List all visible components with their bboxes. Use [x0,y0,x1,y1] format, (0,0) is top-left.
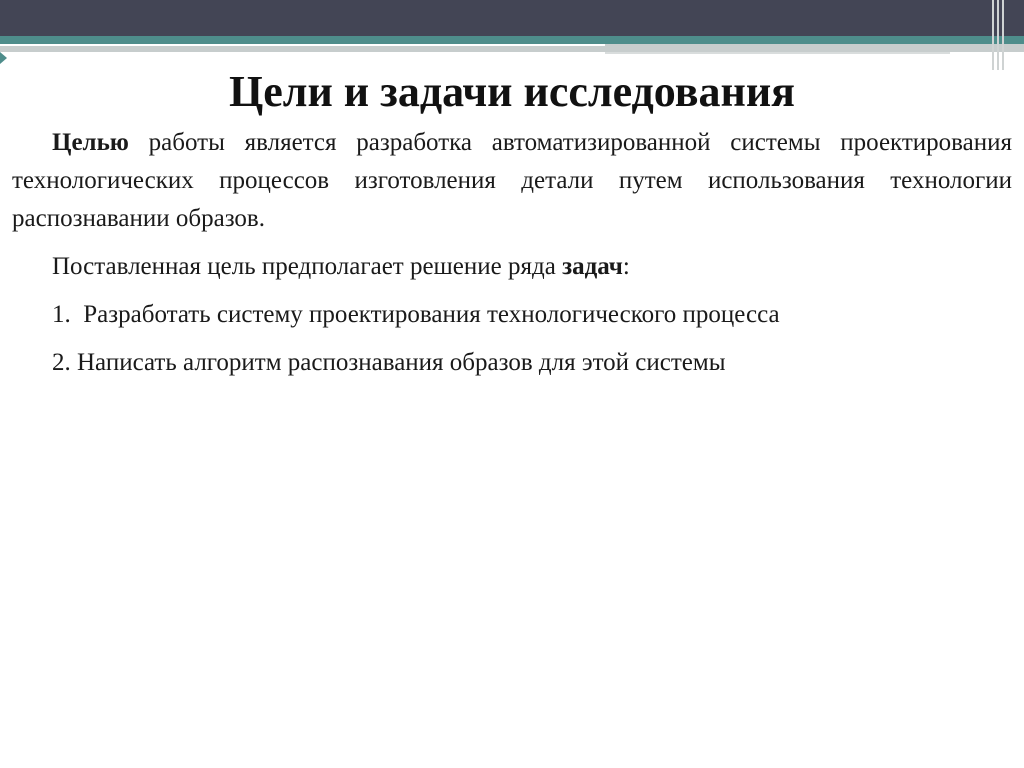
goal-lead-word: Целью [52,129,129,156]
header-divider-line [0,44,605,46]
tasks-intro-tail: : [622,253,630,280]
slide-title: Цели и задачи исследования [229,67,795,116]
task-item-1: 1. Разработать систему проектирования технологического процесса [52,301,780,328]
header-right-stripes [992,0,1006,70]
tasks-intro-bold: задач [562,253,623,280]
header-divider-line-2 [605,52,950,54]
header-dark-band [0,0,1024,36]
task-item-2: 2. Написать алгоритм распознавания образов для этой системы [52,349,726,376]
goal-paragraph [12,124,1012,238]
goal-text: работы является разработка автоматизированной системы проектирования технологических процессов изготовления детали путем использования технологии распознавании образов. [12,129,1012,232]
header-teal-band [0,36,1024,44]
stripe [997,0,999,70]
header-triangle-marker [0,52,7,64]
stripe [1002,0,1004,70]
stripe [992,0,994,70]
tasks-intro-text: Поставленная цель предполагает решение ряда [52,253,563,280]
tasks-intro [12,248,1012,286]
slide-body [12,124,1012,382]
